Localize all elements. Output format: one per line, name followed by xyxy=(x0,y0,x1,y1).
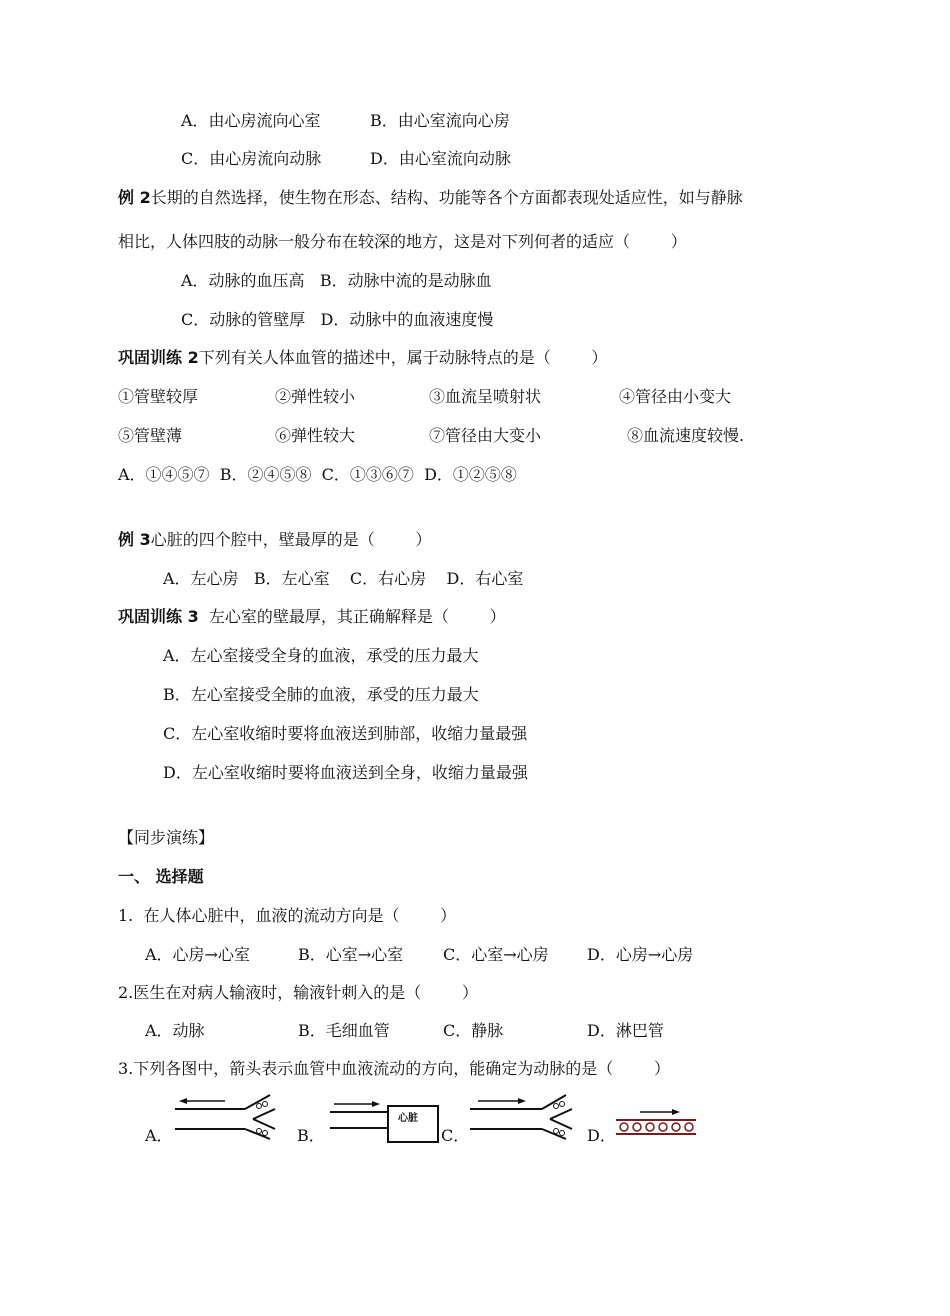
example-3-stem: 心脏的四个腔中，壁最厚的是（ ） xyxy=(150,530,432,549)
diagram-b-heart-vessel xyxy=(330,1098,440,1146)
option-d: D．由心室流向动脉 xyxy=(370,149,511,168)
question-3-option-c: C． xyxy=(441,1126,470,1145)
drill-2-item: ②弹性较小 xyxy=(275,387,356,406)
drill-3-option-d: D．左心室收缩时要将血液送到全身，收缩力量最强 xyxy=(163,763,528,782)
question-1-option-c: C．心室→心房 xyxy=(443,945,549,964)
drill-3-option-a: A．左心室接受全身的血液，承受的压力最大 xyxy=(163,646,479,665)
drill-2-item: ⑦管径由大变小 xyxy=(429,426,542,445)
question-1-stem: 1. 在人体心脏中，血液的流动方向是（ ） xyxy=(118,906,457,925)
diagram-d-capillary xyxy=(616,1108,701,1140)
question-3-option-b: B． xyxy=(297,1126,325,1145)
diagram-b-heart-label: 心脏 xyxy=(398,1113,418,1124)
diagram-c-branching-vessel xyxy=(470,1093,580,1141)
section-title: 【同步演练】 xyxy=(118,828,215,847)
drill-2-item: ⑧血流速度较慢. xyxy=(627,426,745,445)
example-2-label: 例 2 xyxy=(118,188,151,207)
question-1-option-b: B．心室→心室 xyxy=(298,945,404,964)
drill-2-item: ④管径由小变大 xyxy=(619,387,732,406)
drill-2 xyxy=(118,348,607,368)
drill-3-stem: 左心室的壁最厚，其正确解释是（ ） xyxy=(198,607,506,626)
drill-3-label: 巩固训练 3 xyxy=(118,607,199,626)
question-3-stem: 3.下列各图中，箭头表示血管中血液流动的方向，能确定为动脉的是（ ） xyxy=(118,1059,670,1078)
part-title: 一、 选择题 xyxy=(118,867,204,886)
question-1-option-a: A．心房→心室 xyxy=(145,945,250,964)
drill-3-option-c: C．左心室收缩时要将血液送到肺部，收缩力量最强 xyxy=(163,724,528,743)
diagram-a-branching-vessel xyxy=(175,1093,285,1141)
example-3 xyxy=(118,530,431,550)
example-2-stem-line1: 长期的自然选择，使生物在形态、结构、功能等各个方面都表现处适应性，如与静脉 xyxy=(150,188,743,207)
example-3-label: 例 3 xyxy=(118,530,151,549)
drill-2-item: ①管壁较厚 xyxy=(118,387,199,406)
example-3-options: A．左心房 B．左心室 C．右心房 D．右心室 xyxy=(163,569,524,588)
question-2-option-a: A．动脉 xyxy=(145,1021,205,1040)
drill-2-stem: 下列有关人体血管的描述中，属于动脉特点的是（ ） xyxy=(198,348,608,367)
drill-2-item: ⑤管壁薄 xyxy=(118,426,183,445)
example-2-options-cd: C．动脉的管壁厚 D．动脉中的血液速度慢 xyxy=(181,310,494,329)
drill-3 xyxy=(118,607,506,627)
question-1-option-d: D．心房→心房 xyxy=(587,945,694,964)
example-2-stem-line2: 相比，人体四肢的动脉一般分布在较深的地方，这是对下列何者的适应（ ） xyxy=(118,232,687,251)
option-b: B．由心室流向心房 xyxy=(370,111,510,130)
drill-2-item: ③血流呈喷射状 xyxy=(429,387,542,406)
example-2 xyxy=(118,188,743,208)
question-2-option-d: D．淋巴管 xyxy=(587,1021,664,1040)
question-2-option-c: C．静脉 xyxy=(443,1021,504,1040)
question-3-option-a: A． xyxy=(145,1126,173,1145)
drill-3-option-b: B．左心室接受全肺的血液，承受的压力最大 xyxy=(163,685,479,704)
option-a: A．由心房流向心室 xyxy=(181,111,321,130)
drill-2-options: A．①④⑤⑦ B．②④⑤⑧ C．①③⑥⑦ D．①②⑤⑧ xyxy=(118,465,517,484)
question-2-stem: 2.医生在对病人输液时，输液针刺入的是（ ） xyxy=(118,983,478,1002)
example-2-options-ab: A．动脉的血压高 B．动脉中流的是动脉血 xyxy=(181,271,492,290)
question-2-option-b: B．毛细血管 xyxy=(298,1021,390,1040)
question-3-option-d: D． xyxy=(587,1126,616,1145)
drill-2-item: ⑥弹性较大 xyxy=(275,426,356,445)
drill-2-label: 巩固训练 2 xyxy=(118,348,199,367)
option-c: C．由心房流向动脉 xyxy=(181,149,322,168)
